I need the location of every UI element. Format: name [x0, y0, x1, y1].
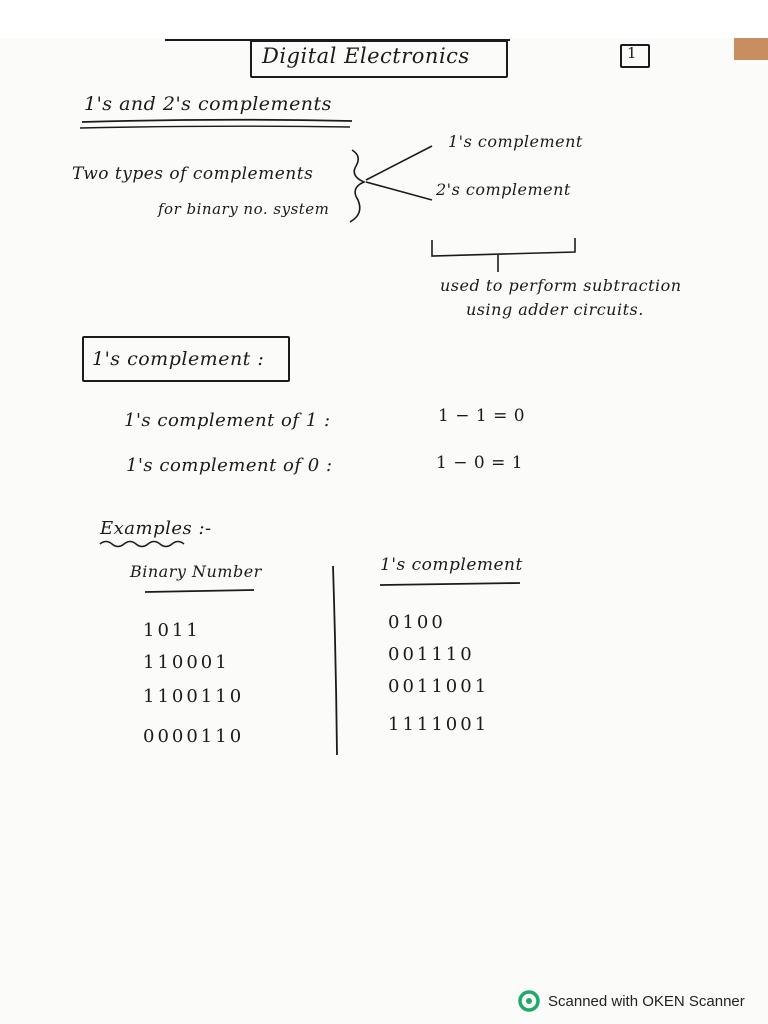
list-item: 1111001	[388, 714, 490, 735]
examples-label: Examples :-	[100, 518, 212, 539]
list-item: 1100110	[143, 686, 245, 707]
page-corner-tab	[734, 38, 768, 60]
list-item: 110001	[143, 652, 230, 673]
binary-number-header: Binary Number	[130, 562, 262, 581]
page-title: Digital Electronics	[262, 44, 470, 68]
section-title: 1's complement :	[92, 348, 265, 370]
usage-note-line2: using adder circuits.	[466, 300, 644, 319]
rule1-label: 1's complement of 1 :	[124, 410, 331, 431]
type-item-twos: 2's complement	[436, 180, 571, 199]
oken-scanner-logo-icon	[518, 990, 540, 1012]
types-lead-line1: Two types of complements	[72, 164, 314, 184]
section-heading: 1's and 2's complements	[84, 93, 332, 115]
rule1-value: 1 − 1 = 0	[438, 406, 526, 426]
list-item: 0000110	[143, 726, 245, 747]
scan-top-margin	[0, 0, 768, 38]
list-item: 0100	[388, 612, 446, 633]
types-lead-line2: for binary no. system	[158, 200, 330, 218]
list-item: 1011	[143, 620, 201, 641]
usage-note-line1: used to perform subtraction	[440, 276, 682, 295]
rule2-value: 1 − 0 = 1	[436, 453, 524, 473]
scanner-watermark-text: Scanned with OKEN Scanner	[548, 992, 745, 1010]
type-item-ones: 1's complement	[448, 132, 583, 151]
rule2-label: 1's complement of 0 :	[126, 455, 333, 476]
list-item: 001110	[388, 644, 475, 665]
list-item: 0011001	[388, 676, 490, 697]
scanner-watermark	[518, 988, 745, 1014]
ones-complement-header: 1's complement	[380, 555, 523, 575]
page-number: 1	[627, 44, 638, 62]
